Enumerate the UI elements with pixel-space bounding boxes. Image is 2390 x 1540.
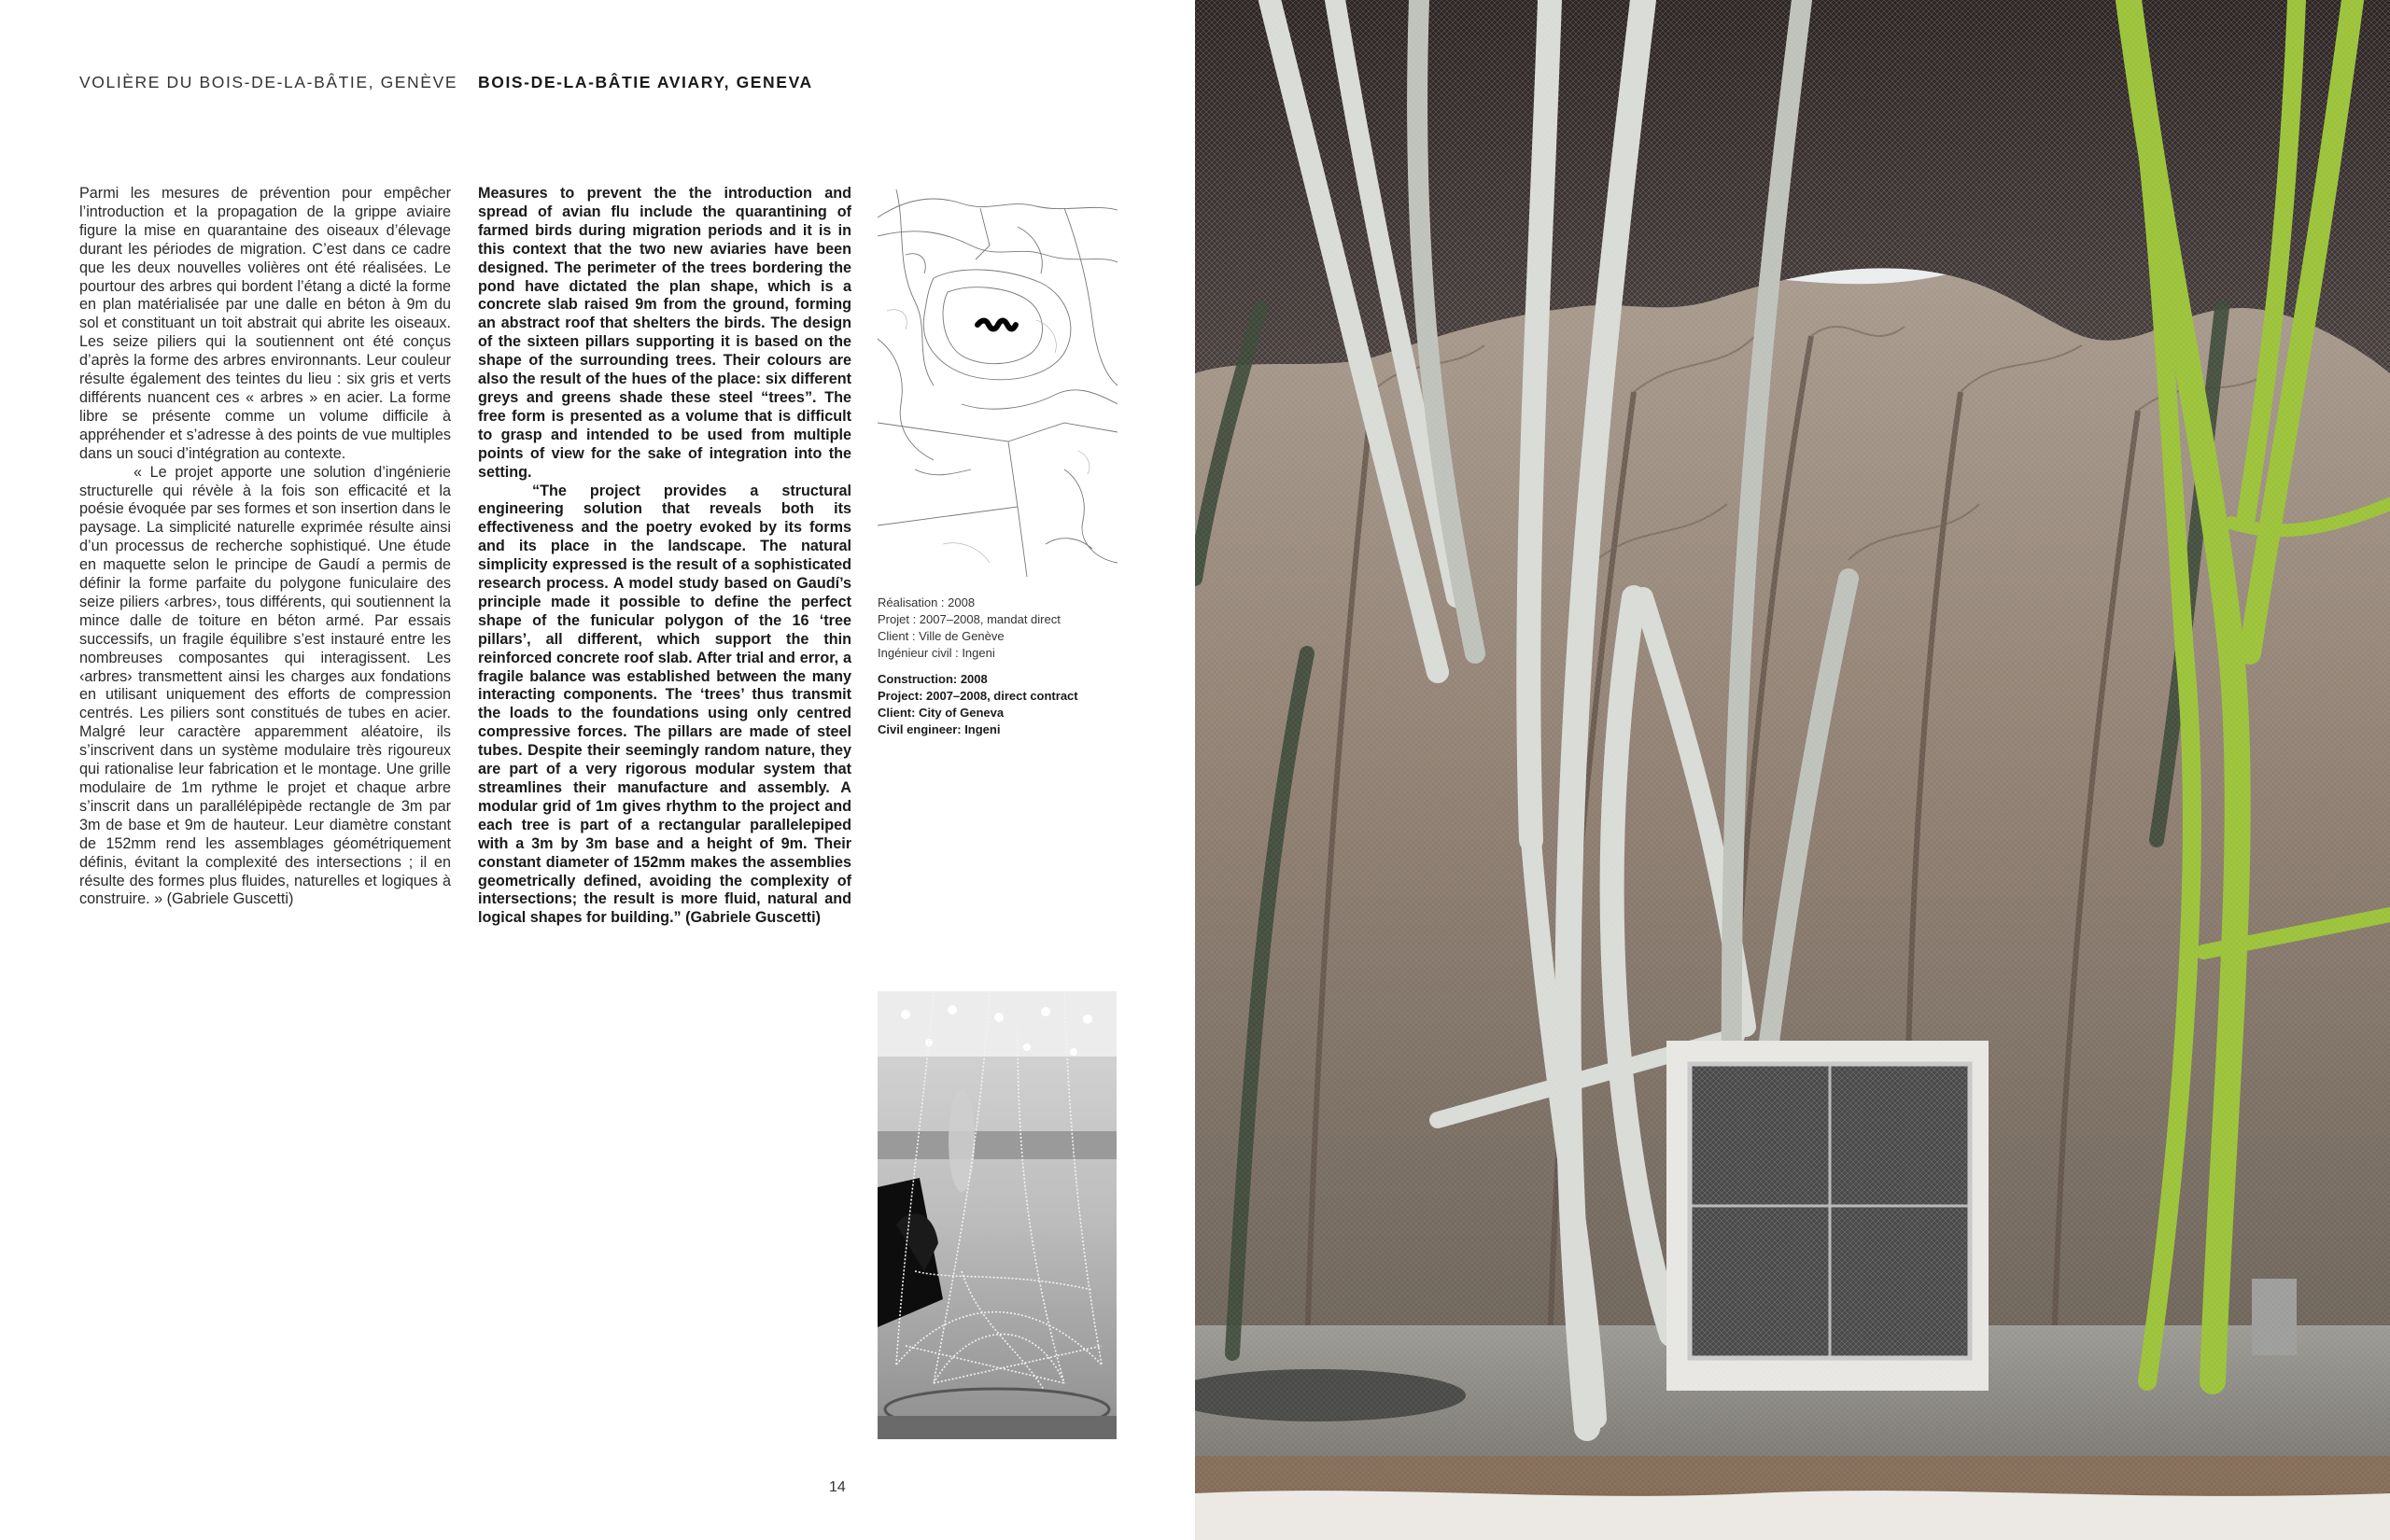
hanging-chain-model-photo: [878, 991, 1117, 1439]
credit-line: Civil engineer: Ingeni: [878, 722, 1001, 736]
page-number: 14: [829, 1479, 846, 1495]
header-title-en: BOIS-DE-LA-BÂTIE AVIARY, GENEVA: [478, 73, 813, 91]
credits-english: [878, 671, 1120, 738]
french-paragraph: Parmi les mesures de prévention pour empêcher l’introduction et la propagation de la grippe aviaire figure la mise en quarantaine des oiseaux d’élevage durant les périodes de migration. C’est dans ce cadre que les deux nouvelles volières ont été réalisées. Le pourtour des arbres qui bordent l’étang a dicté la forme en plan matérialisée par une dalle en béton à 9m du sol et constituant un toit abstrait qui abrite les oiseaux. Les seize piliers qui la soutiennent ont été conçus d’après la forme des arbres environnants. Leur couleur résulte également des teintes du lieu : six gris et verts différents nuancent ces « arbres » en acier. La forme libre se présente comme un volume difficile à appréhender et s’adresse à des points de vue multiples dans un souci d’intégration au contexte.: [79, 185, 451, 462]
credit-line: Client: City of Geneva: [878, 706, 1005, 720]
english-text-column: [478, 185, 851, 928]
aviary-photo: [1195, 0, 2390, 1540]
credit-line: Réalisation : 2008: [878, 595, 976, 609]
english-paragraph: “The project provides a structural engineering solution that reveals both its effectiveness and the poetry evoked by its forms and its place in the landscape. The natural simplicity expressed is the result of a sophisticated research process. A model study based on Gaudí’s principle made it possible to define the perfect shape of the funicular polygon of the 16 ‘tree pillars’, all different, which support the thin reinforced concrete roof slab. After trial and error, a fragile balance was established between the many interacting components. The ‘trees’ thus transmit the loads to the foundations using only centred compressive forces. The pillars are made of steel tubes. Despite their seemingly random nature, they are part of a very rigorous modular system that streamlines their manufacture and assembly. A modular grid of 1m gives rhythm to the project and each tree is part of a rectangular parallelepiped with a 3m by 3m base and a height of 9m. Their constant diameter of 152mm makes the assemblies geometrically defined, avoiding the complexity of intersections; the result is more fluid, natural and logical shapes for building.” (Gabriele Guscetti): [478, 482, 851, 927]
french-paragraph: « Le projet apporte une solution d’ingénierie structurelle qui révèle à la fois son efficacité et la poésie évoquée par ses formes et son insertion dans le paysage. La simplicité naturelle exprimée résulte ainsi d’un processus de recherche sophistiqué. Une étude en maquette selon le principe de Gaudí a permis de définir la forme parfaite du polygone funiculaire des seize piliers ‹arbres›, tous différents, qui soutiennent la mince dalle de toiture en béton armé. Par essais successifs, un fragile équilibre s’est instauré entre les nombreuses composantes qui interagissent. Les ‹arbres› transmettent ainsi les charges aux fondations en utilisant uniquement des efforts de compression centrés. Les piliers sont constitués de tubes en acier. Malgré leur caractère apparemment aléatoire, ils s’inscrivent dans un système modulaire très rigoureux qui rationalise leur fabrication et le montage. Une grille modulaire de 1m rythme le projet et chaque arbre s’inscrit dans un parallélépipède rectangle de 3m par 3m de base et 9m de hauteur. Leur diamètre constant de 152mm rend les assemblages géométriquement définis, évitant la complexité des intersections ; il en résulte des formes plus fluides, naturelles et logiques à construire. » (Gabriele Guscetti): [79, 463, 451, 908]
credits-french: [878, 595, 1120, 662]
credit-line: Ingénieur civil : Ingeni: [878, 646, 995, 660]
header-title-fr: VOLIÈRE DU BOIS-DE-LA-BÂTIE, GENÈVE: [79, 73, 458, 91]
site-plan-map: [878, 189, 1118, 577]
project-credits: [878, 595, 1120, 738]
credit-line: Client : Ville de Genève: [878, 629, 1005, 643]
french-text-column: [79, 185, 451, 909]
credit-line: Projet : 2007–2008, mandat direct: [878, 612, 1061, 626]
credit-line: Construction: 2008: [878, 672, 988, 686]
credit-line: Project: 2007–2008, direct contract: [878, 689, 1078, 703]
english-paragraph: Measures to prevent the the introduction and spread of avian flu include the quarantining of farmed birds during migration periods and it is in this context that the two new aviaries have been designed. The perimeter of the trees bordering the pond have dictated the plan shape, which is a concrete slab raised 9m from the ground, forming an abstract roof that shelters the birds. The design of the sixteen pillars supporting it is based on the shape of the surrounding trees. Their colours are also the result of the hues of the place: six different greys and greens shade these steel “trees”. The free form is presented as a volume that is difficult to grasp and intended to be used from multiple points of view for the sake of integration into the setting.: [478, 185, 851, 481]
